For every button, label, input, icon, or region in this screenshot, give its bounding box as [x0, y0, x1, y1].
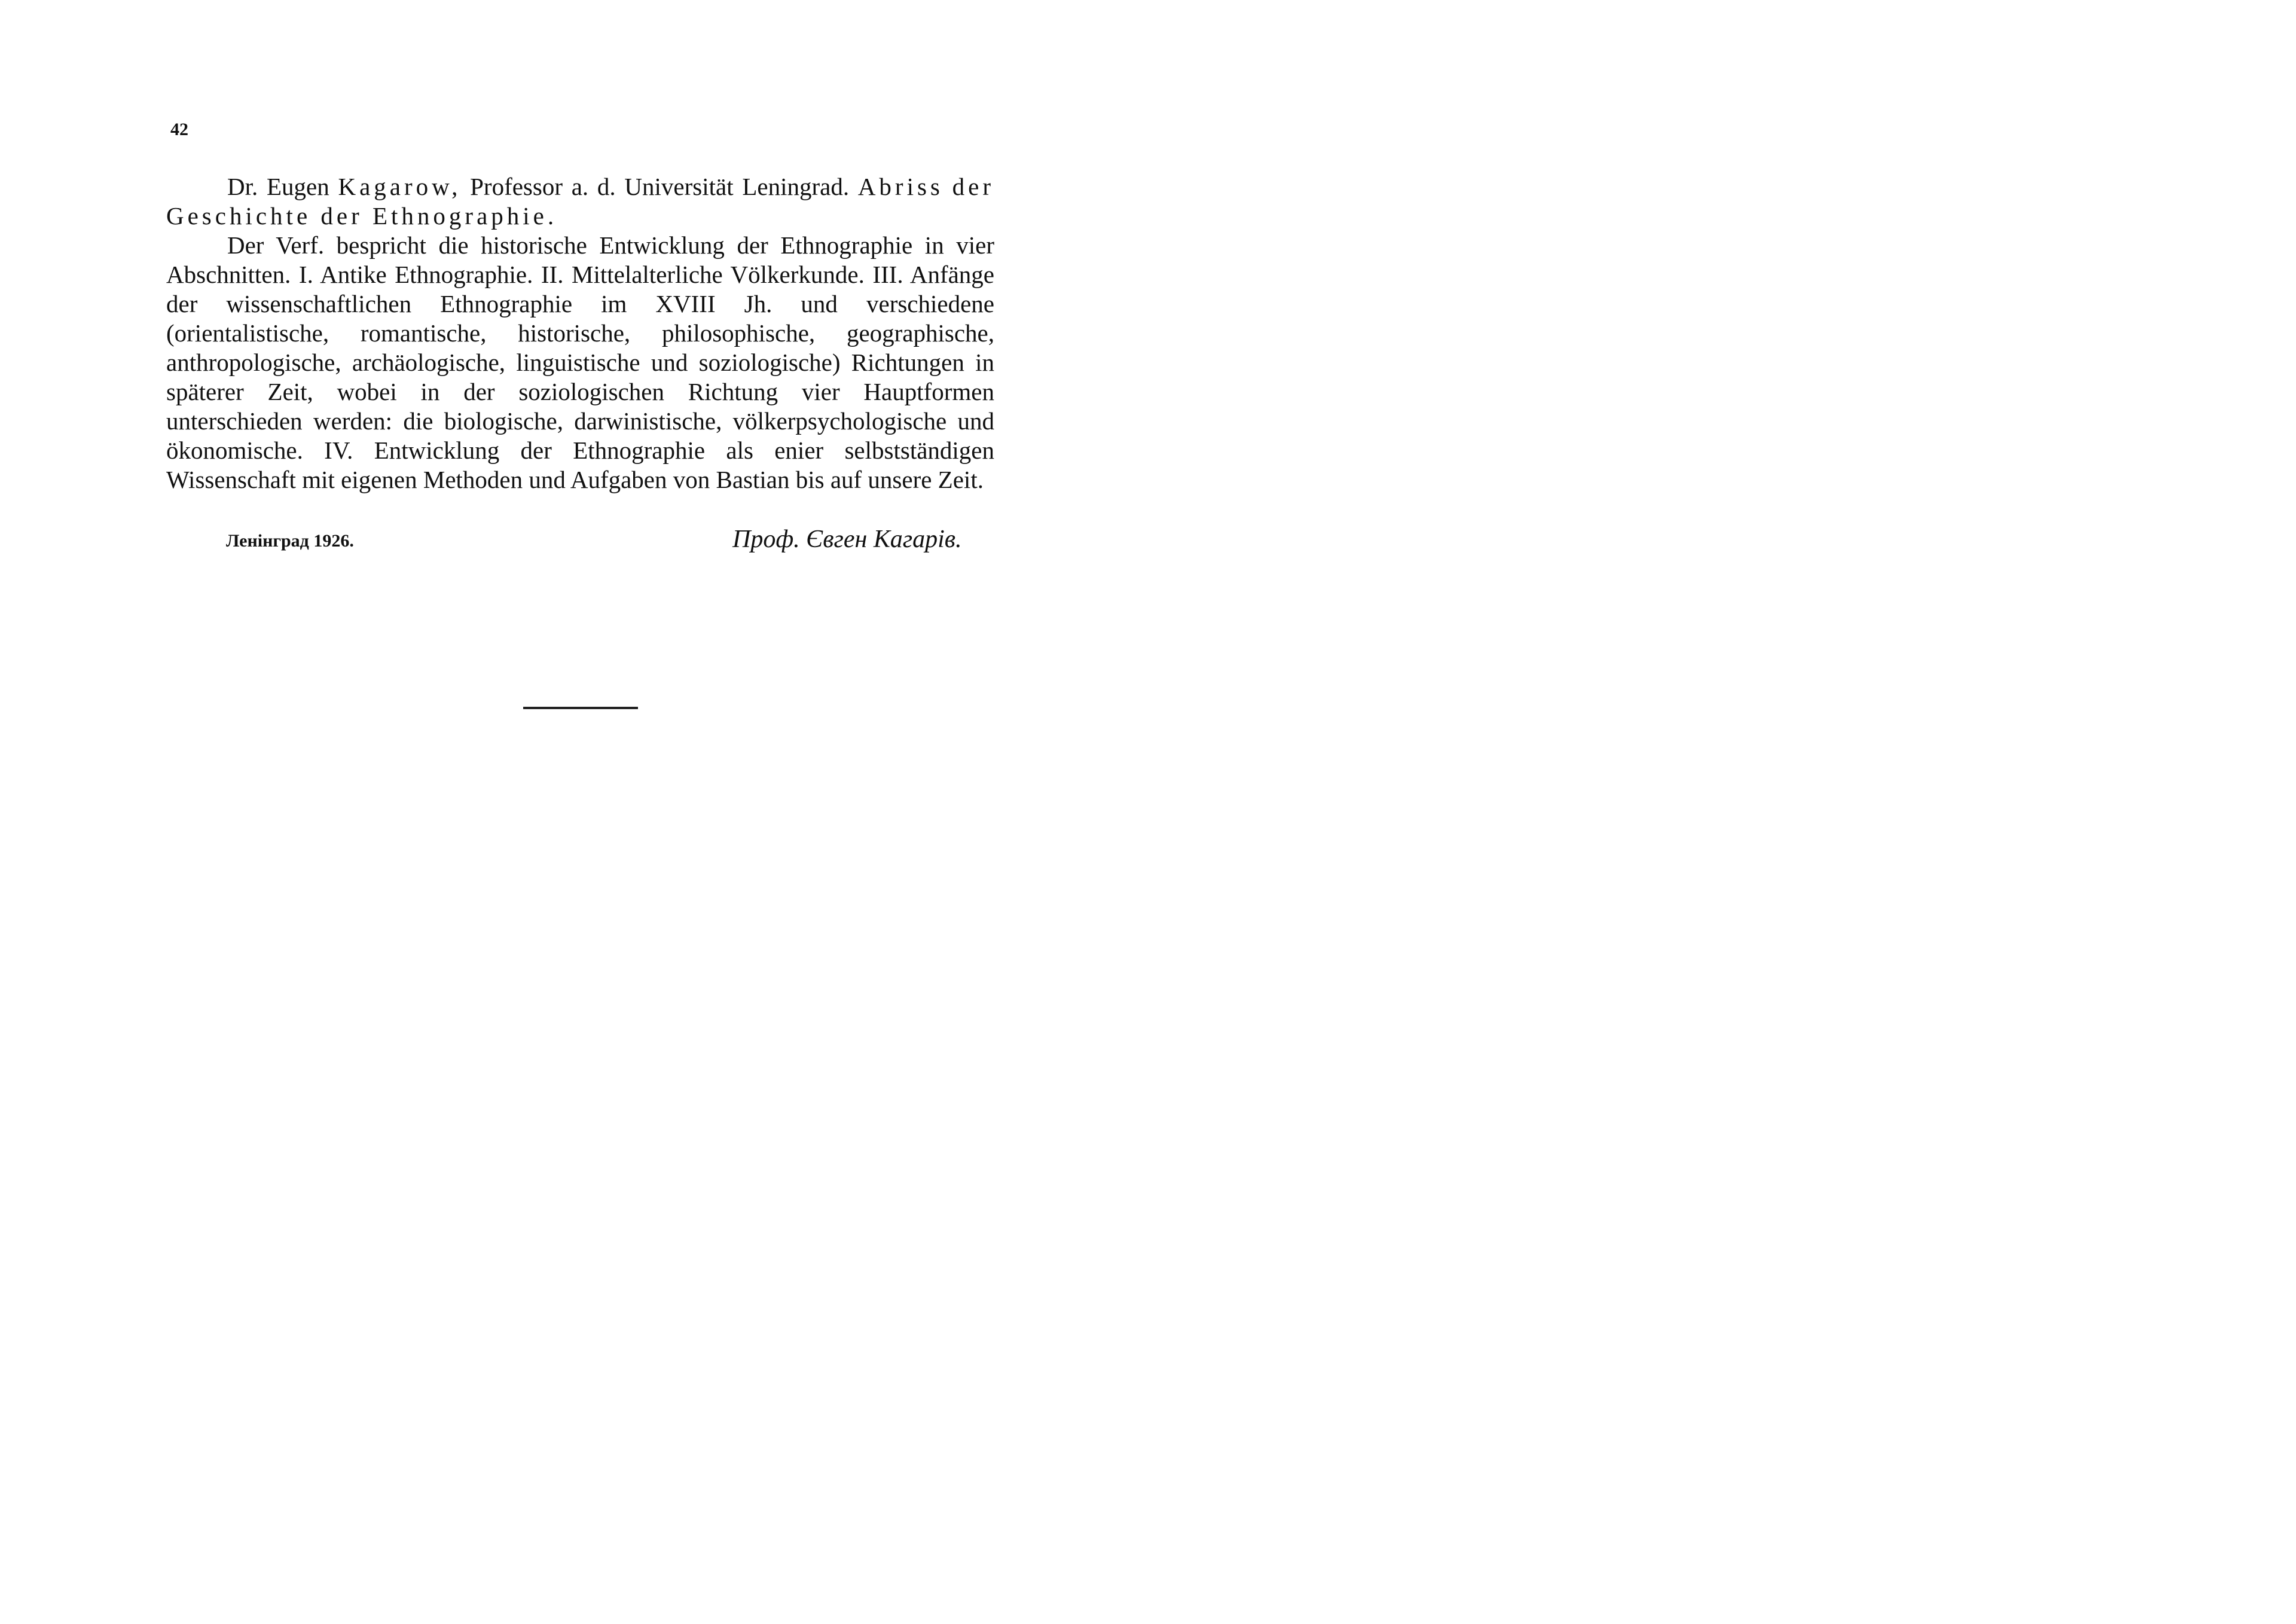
signature-place-date: Ленінград 1926. — [226, 531, 354, 551]
entry-author-surname: Kagarow, — [338, 173, 462, 200]
entry-summary: Der Verf. bespricht die historische Entwicklung der Ethnographie in vier Abschnitten. I. Antike Ethnographie. II. Mittelalterliche Völkerkunde. III. Anfänge der wissenschaftlichen Ethnographie im XVIII Jh. und verschiedene (orientalistische, romantische, historische, philosophische, geographische, anthropologische, archäologische, linguistische und soziologische) Richtungen in späterer Zeit, wobei in der soziologischen Richtung vier Hauptformen unterschieden werden: die biologische, darwinistische, völkerpsychologische und ökonomische. IV. Entwicklung der Ethnographie als enier selbstständigen Wissenschaft mit eigenen Methoden und Aufgaben von Bastian bis auf unsere Zeit. — [166, 231, 994, 493]
entry-affiliation: Professor a. d. Universität Leningrad. — [470, 173, 850, 200]
page-number: 42 — [170, 120, 188, 139]
entry-title-part1: Abriss — [857, 173, 944, 200]
bibliographic-entry — [166, 172, 994, 494]
entry-author: Dr. Eugen — [227, 173, 329, 200]
entry-title-part2: der Geschichte der Ethnographie. — [166, 173, 995, 230]
right-page — [1148, 0, 2296, 1624]
signature-name: Проф. Євген Кагарів. — [732, 526, 962, 553]
entry-heading — [166, 172, 994, 231]
section-divider — [523, 707, 638, 709]
